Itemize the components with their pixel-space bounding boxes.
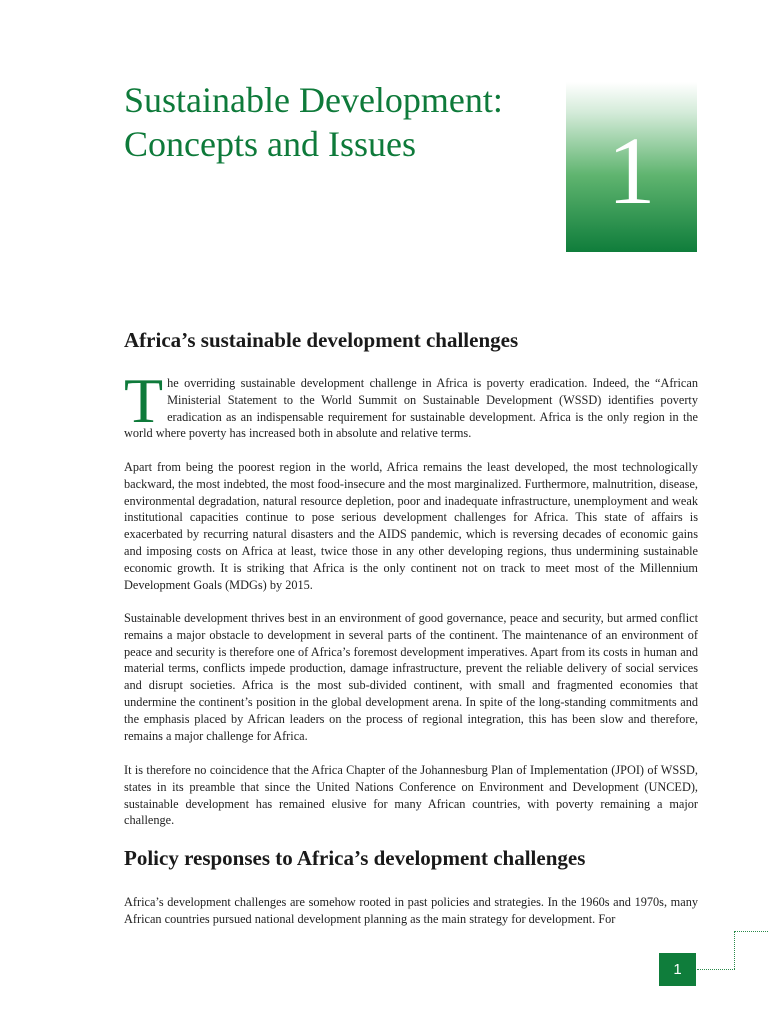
section-heading-challenges: Africa’s sustainable development challenges [124, 328, 519, 352]
paragraph-intro [124, 365, 698, 442]
chapter-number: 1 [607, 117, 656, 224]
drop-cap: T [124, 365, 164, 436]
decorative-dotted-line-top [734, 931, 768, 932]
paragraph-poorest-region: Apart from being the poorest region in the world, Africa remains the least developed, the most technologically backward, the most indebted, the most food-insecure and the most marginalized. Furthermore, malnutrition, disease, environmental degradation, natural resource depletion, poor and inadequate infrastructure, unemployment and weak institutional capacities continue to pose serious development challenges for Africa. This state of affairs is exacerbated by recurring natural disasters and the AIDS pandemic, which is reversing decades of economic gains and imposing costs on Africa at least, twice those in any other developing regions, thus undermining sustainable economic growth. It is striking that Africa is the only continent not on track to meet most of the Millennium Development Goals (MDGs) by 2015. [124, 460, 698, 592]
section-heading-policy-responses: Policy responses to Africa’s development challenges [124, 846, 586, 870]
decorative-dotted-line-vertical [734, 931, 735, 969]
chapter-title [124, 78, 503, 166]
paragraph-jpoi: It is therefore no coincidence that the Africa Chapter of the Johannesburg Plan of Implementation (JPOI) of WSSD, states in its preamble that since the United Nations Conference on Environment and Development (UNCED), sustainable development has remained elusive for many African countries, with poverty remaining a major challenge. [124, 763, 698, 828]
page-number: 1 [673, 961, 682, 978]
paragraph-policy-intro: Africa’s development challenges are somehow rooted in past policies and strategies. In the 1960s and 1970s, many African countries pursued national development planning as the main strategy for development. For [124, 895, 698, 926]
page-number-badge [659, 953, 696, 986]
paragraph-intro-text: he overriding sustainable development challenge in Africa is poverty eradication. Indeed, the “African Ministerial Statement to the World Summit on Sustainable Development (WSSD) identifies poverty eradication as an indispensable requirement for sustainable development. Africa is the only region in the world where poverty has increased both in absolute and relative terms. [124, 376, 698, 441]
chapter-title-line2: Concepts and Issues [124, 124, 416, 164]
paragraph-peace-security: Sustainable development thrives best in an environment of good governance, peace and security, but armed conflict remains a major obstacle to development in several parts of the continent. The maintenance of an environment of peace and security is therefore one of Africa’s foremost development imperatives. Apart from its costs in human and material terms, conflicts impede production, damage infrastructure, prevent the reliable delivery of social services and disrupt societies. Africa is the most sub-divided continent, with small and fragmented economies that undermine the continent’s position in the global development arena. In spite of the long-standing commitments and the emphasis placed by African leaders on the process of regional integration, this has been slow and therefore, remains a major challenge for Africa. [124, 611, 698, 743]
chapter-number-box [566, 82, 697, 252]
chapter-title-line1: Sustainable Development: [124, 80, 503, 120]
decorative-dotted-line [697, 969, 735, 970]
